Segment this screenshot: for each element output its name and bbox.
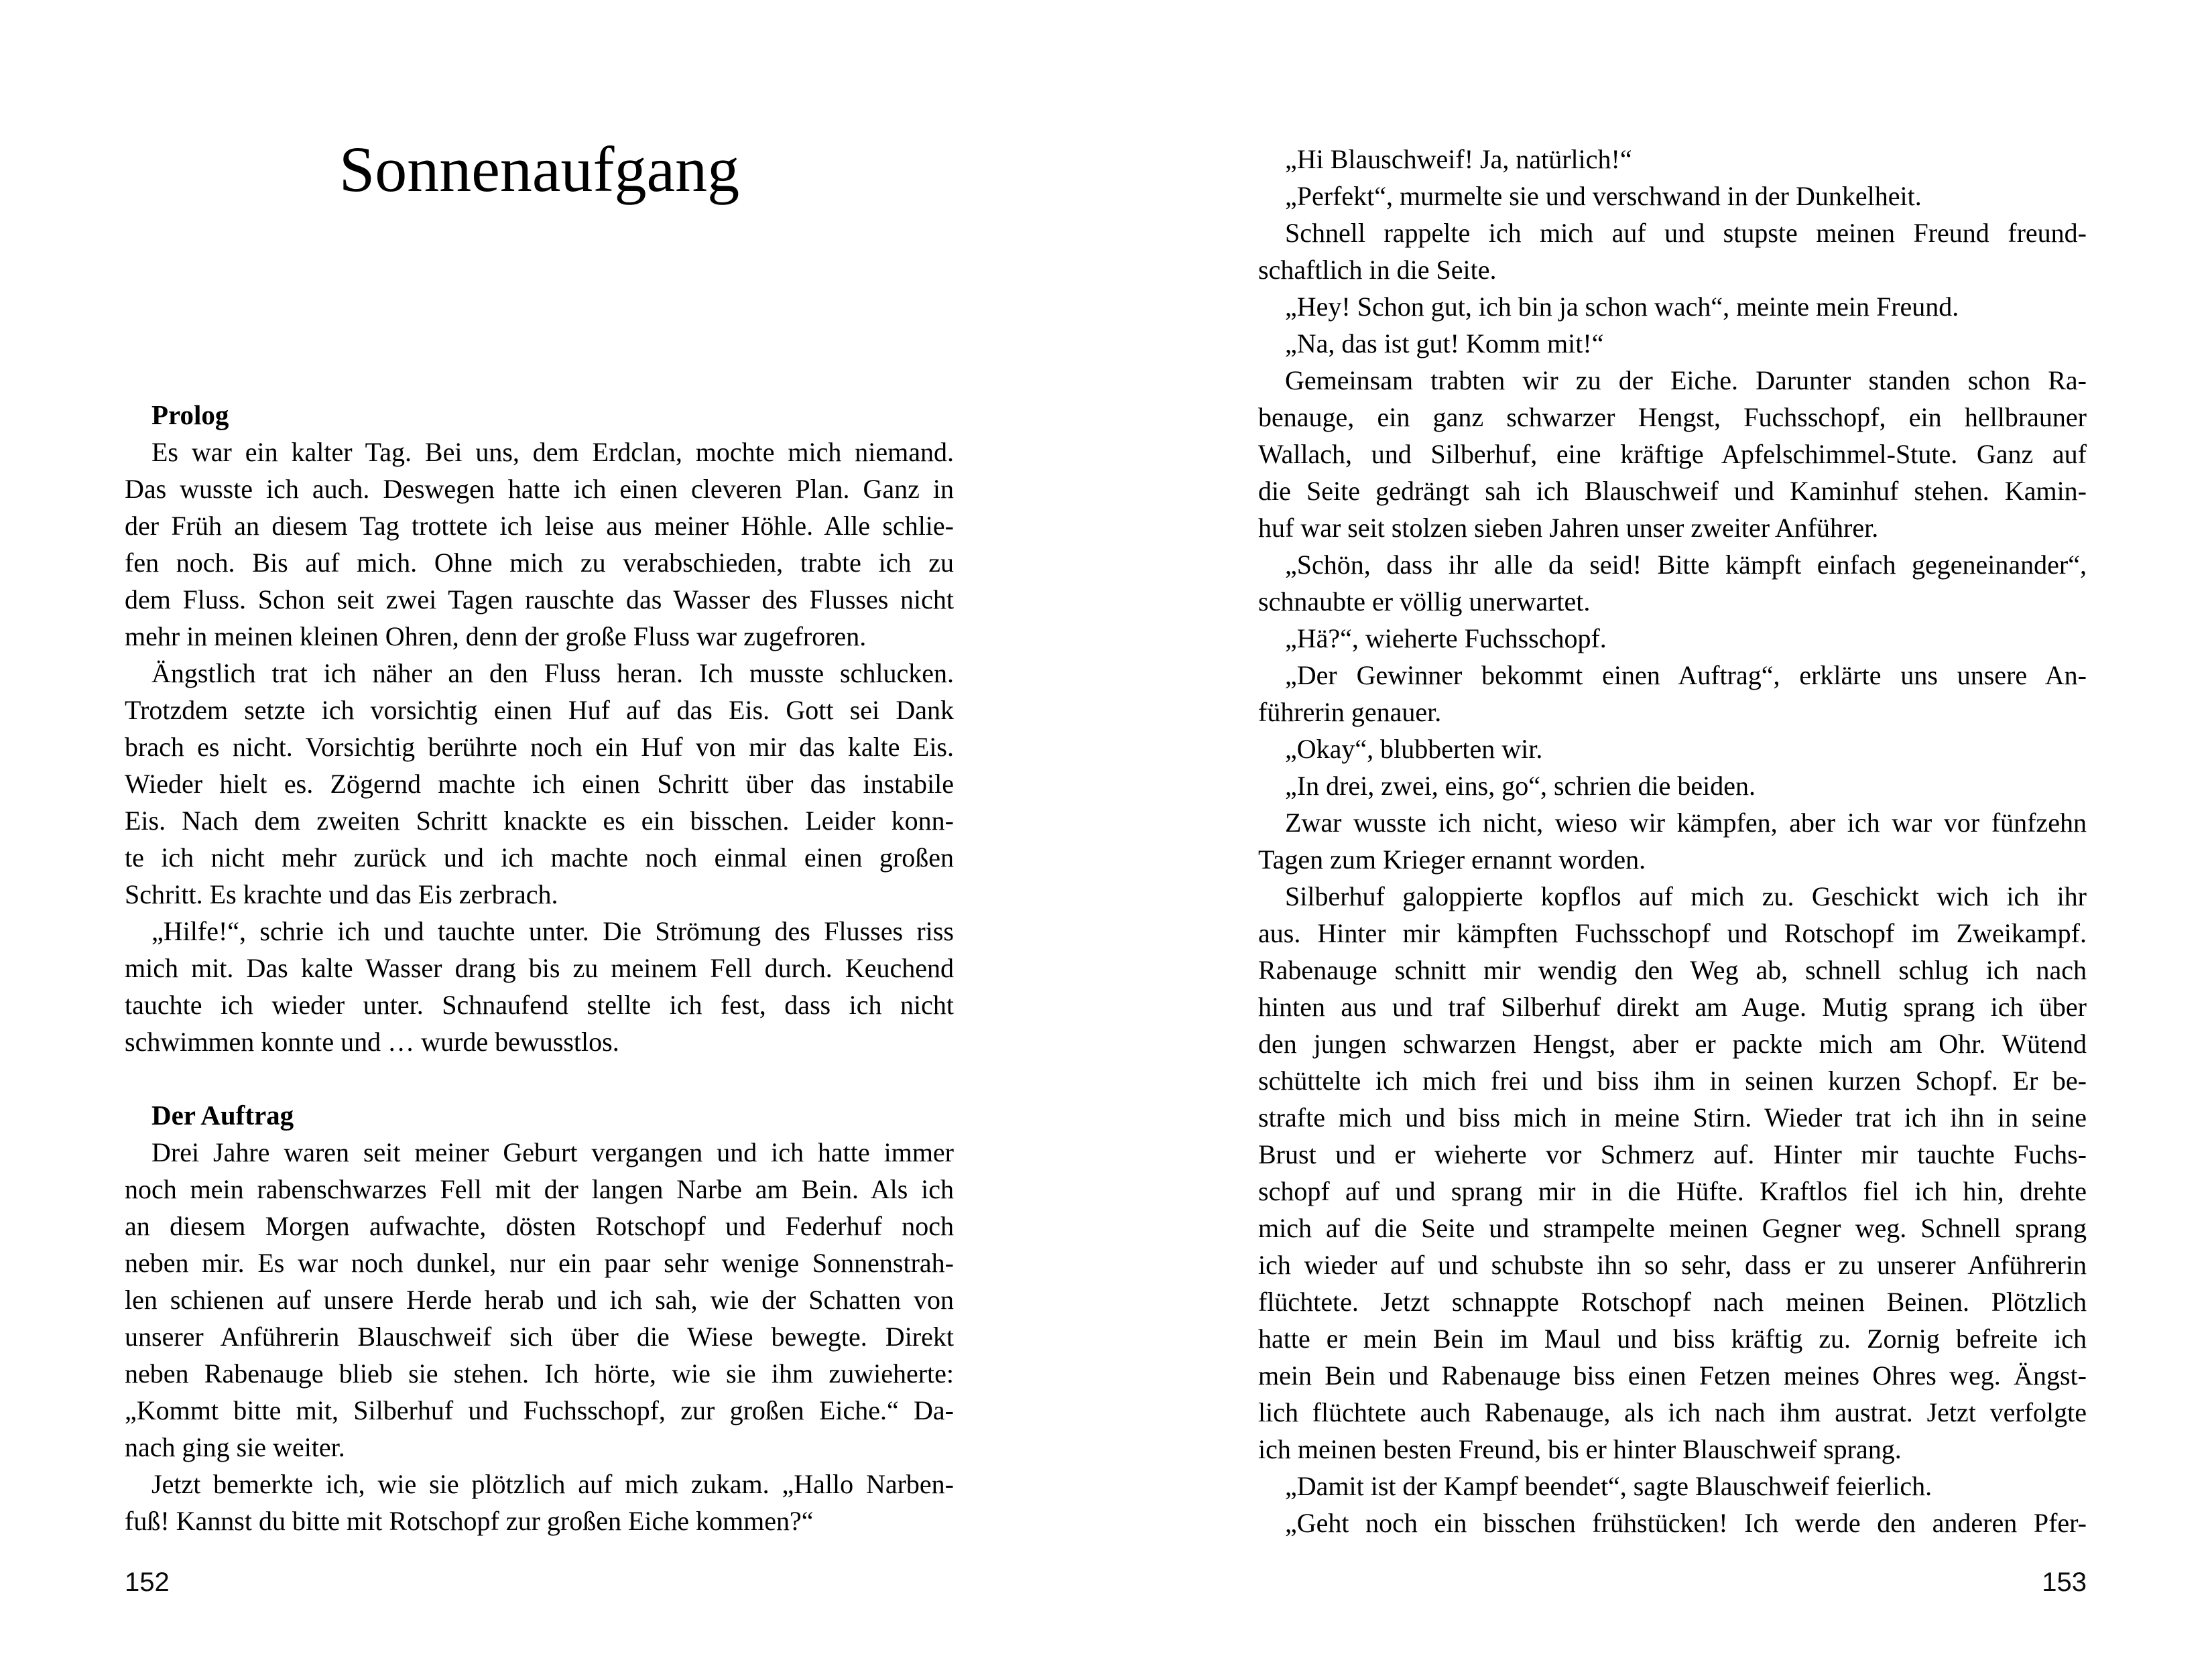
- text-line: Jetzt bemerkte ich, wie sie plötzlich auf mich zukam. „Hallo Narben-: [151, 1469, 954, 1499]
- section-heading: Der Auftrag: [151, 1100, 294, 1131]
- text-line: an diesem Morgen aufwachte, dösten Rotschopf und Federhuf noch: [125, 1211, 954, 1241]
- text-line: den jungen schwarzen Hengst, aber er packte mich am Ohr. Wütend: [1258, 1029, 2087, 1059]
- text-line: schopf auf und sprang mir in die Hüfte. Kraftlos fiel ich hin, drehte: [1258, 1176, 2087, 1206]
- text-line: strafte mich und biss mich in meine Stirn. Wieder trat ich ihn in seine: [1258, 1102, 2087, 1133]
- chapter-title: Sonnenaufgang: [339, 133, 740, 205]
- text-line: „Na, das ist gut! Komm mit!“: [1285, 328, 1604, 359]
- text-line: Es war ein kalter Tag. Bei uns, dem Erdclan, mochte mich niemand.: [151, 437, 954, 467]
- text-line: „Okay“, blubberten wir.: [1285, 734, 1543, 764]
- text-line: ich wieder auf und schubste ihn so sehr, dass er zu unserer Anführerin: [1258, 1250, 2087, 1280]
- text-line: Schnell rappelte ich mich auf und stupste meinen Freund freund-: [1285, 218, 2087, 248]
- text-line: flüchtete. Jetzt schnappte Rotschopf nach meinen Beinen. Plötzlich: [1258, 1287, 2087, 1317]
- text-line: lich flüchtete auch Rabenauge, als ich nach ihm austrat. Jetzt verfolgte: [1258, 1397, 2087, 1427]
- text-line: Brust und er wieherte vor Schmerz auf. Hinter mir tauchte Fuchs-: [1258, 1139, 2087, 1169]
- text-line: mich mit. Das kalte Wasser drang bis zu meinem Fell durch. Keuchend: [125, 953, 954, 983]
- section-heading: Prolog: [151, 399, 229, 430]
- text-line: te ich nicht mehr zurück und ich machte noch einmal einen großen: [125, 842, 954, 873]
- text-line: len schienen auf unsere Herde herab und ich sah, wie der Schatten von: [125, 1285, 954, 1315]
- text-line: hatte er mein Bein im Maul und biss kräftig zu. Zornig befreite ich: [1258, 1324, 2087, 1354]
- text-line: huf war seit stolzen sieben Jahren unser zweiter Anführer.: [1258, 513, 1879, 543]
- text-line: „Kommt bitte mit, Silberhuf und Fuchsschopf, zur großen Eiche.“ Da-: [125, 1395, 954, 1425]
- text-line: „In drei, zwei, eins, go“, schrien die beiden.: [1285, 771, 1756, 801]
- text-line: schwimmen konnte und … wurde bewusstlos.: [125, 1027, 619, 1057]
- text-line: Tagen zum Krieger ernannt worden.: [1258, 844, 1646, 875]
- text-line: „Hä?“, wieherte Fuchsschopf.: [1285, 623, 1607, 653]
- text-line: „Perfekt“, murmelte sie und verschwand in der Dunkelheit.: [1285, 181, 1922, 211]
- text-line: Zwar wusste ich nicht, wieso wir kämpfen, aber ich war vor fünfzehn: [1285, 808, 2087, 838]
- text-line: mehr in meinen kleinen Ohren, denn der große Fluss war zugefroren.: [125, 621, 867, 651]
- text-line: aus. Hinter mir kämpften Fuchsschopf und Rotschopf im Zweikampf.: [1258, 918, 2087, 948]
- text-line: „Geht noch ein bisschen frühstücken! Ich werde den anderen Pfer-: [1285, 1508, 2087, 1538]
- text-line: „Hi Blauschweif! Ja, natürlich!“: [1285, 144, 1632, 174]
- text-line: schnaubte er völlig unerwartet.: [1258, 586, 1591, 617]
- text-line: benauge, ein ganz schwarzer Hengst, Fuchsschopf, ein hellbrauner: [1258, 402, 2087, 432]
- text-line: ich meinen besten Freund, bis er hinter Blauschweif sprang.: [1258, 1434, 1902, 1464]
- text-line: Das wusste ich auch. Deswegen hatte ich einen cleveren Plan. Ganz in: [125, 474, 954, 504]
- text-line: fuß! Kannst du bitte mit Rotschopf zur großen Eiche kommen?“: [125, 1506, 814, 1536]
- text-line: unserer Anführerin Blauschweif sich über die Wiese bewegte. Direkt: [125, 1322, 954, 1352]
- right-text-column: [1258, 141, 2087, 1541]
- text-line: der Früh an diesem Tag trottete ich leise aus meiner Höhle. Alle schlie-: [125, 511, 954, 541]
- text-line: Wieder hielt es. Zögernd machte ich einen Schritt über das instabile: [125, 769, 954, 799]
- text-line: neben Rabenauge blieb sie stehen. Ich hörte, wie sie ihm zuwieherte:: [125, 1358, 954, 1389]
- text-line: „Schön, dass ihr alle da seid! Bitte kämpft einfach gegeneinander“,: [1285, 550, 2087, 580]
- text-line: mich auf die Seite und strampelte meinen Gegner weg. Schnell sprang: [1258, 1213, 2087, 1243]
- text-line: Schritt. Es krachte und das Eis zerbrach.: [125, 879, 558, 909]
- text-line: führerin genauer.: [1258, 697, 1442, 727]
- text-line: Gemeinsam trabten wir zu der Eiche. Darunter standen schon Ra-: [1285, 365, 2087, 395]
- text-line: Silberhuf galoppierte kopflos auf mich zu. Geschickt wich ich ihr: [1285, 881, 2087, 911]
- text-line: hinten aus und traf Silberhuf direkt am Auge. Mutig sprang ich über: [1258, 992, 2087, 1022]
- text-line: schaftlich in die Seite.: [1258, 255, 1497, 285]
- text-line: Rabenauge schnitt mir wendig den Weg ab, schnell schlug ich nach: [1258, 955, 2087, 985]
- text-line: Eis. Nach dem zweiten Schritt knackte es ein bisschen. Leider konn-: [125, 806, 954, 836]
- text-line: Drei Jahre waren seit meiner Geburt vergangen und ich hatte immer: [151, 1137, 954, 1167]
- left-text-column: [125, 397, 954, 1539]
- text-line: noch mein rabenschwarzes Fell mit der langen Narbe am Bein. Als ich: [125, 1174, 954, 1204]
- text-line: „Damit ist der Kampf beendet“, sagte Blauschweif feierlich.: [1285, 1471, 1932, 1501]
- paragraph-spacer: [125, 1060, 954, 1097]
- text-line: Trotzdem setzte ich vorsichtig einen Huf auf das Eis. Gott sei Dank: [125, 695, 954, 725]
- text-line: „Der Gewinner bekommt einen Auftrag“, erklärte uns unsere An-: [1285, 660, 2087, 690]
- text-line: brach es nicht. Vorsichtig berührte noch ein Huf von mir das kalte Eis.: [125, 732, 954, 762]
- text-line: tauchte ich wieder unter. Schnaufend stellte ich fest, dass ich nicht: [125, 990, 954, 1020]
- text-line: „Hey! Schon gut, ich bin ja schon wach“, meinte mein Freund.: [1285, 292, 1959, 322]
- text-line: dem Fluss. Schon seit zwei Tagen rauschte das Wasser des Flusses nicht: [125, 584, 954, 615]
- text-line: mein Bein und Rabenauge biss einen Fetzen meines Ohres weg. Ängst-: [1258, 1360, 2087, 1391]
- text-line: Ängstlich trat ich näher an den Fluss heran. Ich musste schlucken.: [151, 658, 954, 688]
- page-number-left: 152: [125, 1568, 170, 1597]
- text-line: schüttelte ich mich frei und biss ihm in seinen kurzen Schopf. Er be-: [1258, 1066, 2087, 1096]
- text-line: neben mir. Es war noch dunkel, nur ein paar sehr wenige Sonnenstrah-: [125, 1248, 954, 1278]
- text-line: „Hilfe!“, schrie ich und tauchte unter. Die Strömung des Flusses riss: [151, 916, 954, 946]
- text-line: die Seite gedrängt sah ich Blauschweif und Kaminhuf stehen. Kamin-: [1258, 476, 2087, 506]
- text-line: fen noch. Bis auf mich. Ohne mich zu verabschieden, trabte ich zu: [125, 548, 954, 578]
- page-number-right: 153: [2042, 1568, 2087, 1597]
- text-line: nach ging sie weiter.: [125, 1432, 345, 1462]
- text-line: Wallach, und Silberhuf, eine kräftige Apfelschimmel-Stute. Ganz auf: [1258, 439, 2087, 469]
